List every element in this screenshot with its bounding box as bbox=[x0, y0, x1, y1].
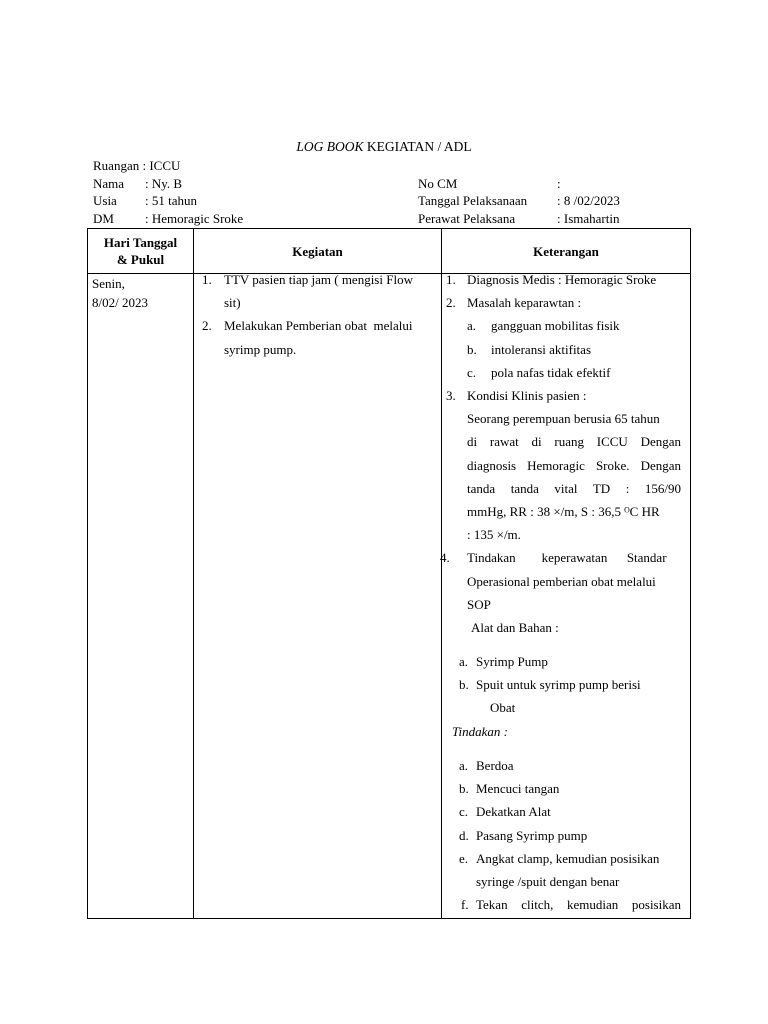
day-cell-content bbox=[88, 274, 193, 918]
ket-alat-a-marker: a. bbox=[459, 654, 469, 669]
keterangan-content bbox=[442, 274, 690, 918]
day-cell bbox=[88, 274, 194, 919]
nama-label: Nama bbox=[93, 175, 125, 191]
kegiatan-item-1: TTV pasien tiap jam ( mengisi Flow bbox=[224, 272, 413, 287]
ket-masalah-b: intoleransi aktifitas bbox=[491, 341, 592, 357]
ket-alat-b: Spuit untuk syrimp pump berisi bbox=[476, 677, 641, 693]
title-rest: KEGIATAN / ADL bbox=[363, 139, 472, 154]
ket-alat-b-cont: Obat bbox=[490, 700, 516, 716]
ket-step-c-marker: c. bbox=[459, 804, 469, 820]
dm-row bbox=[93, 210, 243, 228]
kegiatan-content bbox=[194, 274, 441, 918]
ket-step-d: Pasang Syrimp pump bbox=[476, 827, 588, 843]
kegiatan-num-2: 2. bbox=[202, 318, 212, 334]
header-kegiatan: Kegiatan bbox=[194, 229, 442, 274]
nama-value: : Ny. B bbox=[145, 175, 183, 191]
ket-step-e-marker: e. bbox=[459, 850, 469, 866]
table-header-row bbox=[88, 229, 691, 274]
ket-tindakan-line1: Tindakan keperawatan Standar bbox=[467, 550, 667, 566]
nocm-row bbox=[418, 175, 620, 193]
ket-kondisi-line3: diagnosis Hemoragic Sroke. Dengan bbox=[467, 457, 681, 473]
perawat-value: : Ismahartin bbox=[557, 210, 620, 226]
ket-step-d-marker: d. bbox=[459, 827, 469, 843]
tanggal-row bbox=[418, 192, 620, 210]
ket-num-4: 4. bbox=[440, 550, 450, 566]
ket-alat-b-marker: b. bbox=[459, 677, 469, 693]
ket-step-a: Berdoa bbox=[476, 758, 514, 773]
header-left bbox=[93, 157, 243, 227]
ket-kondisi-line6: : 135 ×/m. bbox=[467, 527, 521, 543]
ket-kondisi-line4: tanda tanda vital TD : 156/90 bbox=[467, 480, 681, 496]
header-hari-line1: Hari Tanggal bbox=[103, 235, 178, 250]
dm-label: DM bbox=[93, 210, 114, 226]
ket-num-1: 1. bbox=[446, 272, 456, 287]
ket-masalah: Masalah keparawtan : bbox=[467, 295, 582, 311]
usia-value: : 51 tahun bbox=[145, 193, 197, 208]
ket-step-a-marker: a. bbox=[459, 758, 469, 773]
header-keterangan: Keterangan bbox=[442, 229, 691, 274]
ket-kondisi-line5: mmHg, RR : 38 ×/m, S : 36,5 ᴼC HR bbox=[467, 504, 660, 519]
kegiatan-cell bbox=[194, 274, 442, 919]
nama-row bbox=[93, 175, 243, 193]
ket-step-f-marker: f. bbox=[461, 897, 469, 913]
ket-masalah-a: gangguan mobilitas fisik bbox=[491, 318, 620, 334]
day-line1: Senin, bbox=[92, 276, 125, 291]
ket-alat-heading: Alat dan Bahan : bbox=[471, 620, 559, 635]
keterangan-cell bbox=[442, 274, 691, 919]
usia-label: Usia bbox=[93, 193, 117, 208]
dm-value: : Hemoragic Sroke bbox=[145, 210, 244, 226]
ruangan: Ruangan : ICCU bbox=[93, 158, 181, 173]
nocm-label: No CM bbox=[418, 175, 458, 191]
header-right bbox=[418, 175, 620, 228]
ket-tindakan-line2: Operasional pemberian obat melalui bbox=[467, 573, 656, 589]
ket-kondisi-line2: di rawat di ruang ICCU Dengan bbox=[467, 434, 681, 450]
ket-masalah-a-marker: a. bbox=[467, 318, 477, 334]
ket-masalah-c-marker: c. bbox=[467, 364, 477, 380]
ket-diagnosis: Diagnosis Medis : Hemoragic Sroke bbox=[467, 272, 657, 287]
perawat-label: Perawat Pelaksana bbox=[418, 210, 516, 226]
table-row bbox=[88, 274, 691, 919]
ket-tindakan-line3: SOP bbox=[467, 596, 491, 612]
perawat-row bbox=[418, 210, 620, 228]
ket-step-b: Mencuci tangan bbox=[476, 781, 560, 797]
kegiatan-item-1-cont: sit) bbox=[224, 295, 241, 311]
day-line2: 8/02/ 2023 bbox=[92, 295, 148, 310]
document-title bbox=[0, 139, 768, 155]
ket-step-c: Dekatkan Alat bbox=[476, 804, 551, 820]
ket-tindakan-heading: Tindakan : bbox=[452, 723, 508, 739]
ket-step-b-marker: b. bbox=[459, 781, 469, 797]
ket-step-e: Angkat clamp, kemudian posisikan bbox=[476, 850, 660, 866]
ket-masalah-b-marker: b. bbox=[467, 341, 477, 357]
nocm-value: : bbox=[557, 175, 561, 191]
tanggal-label: Tanggal Pelaksanaan bbox=[418, 193, 528, 208]
ket-kondisi-line1: Seorang perempuan berusia 65 tahun bbox=[467, 411, 660, 427]
kegiatan-item-2: Melakukan Pemberian obat melalui bbox=[224, 318, 413, 334]
ket-step-f: Tekan clitch, kemudian posisikan bbox=[476, 897, 681, 913]
ket-num-3: 3. bbox=[446, 388, 456, 403]
ket-alat-a: Syrimp Pump bbox=[476, 654, 548, 669]
ket-step-e-cont: syringe /spuit dengan benar bbox=[476, 874, 620, 889]
header-hari-line2: & Pukul bbox=[116, 252, 165, 267]
ket-num-2: 2. bbox=[446, 295, 456, 311]
tanggal-value: : 8 /02/2023 bbox=[557, 193, 620, 208]
title-italic: LOG BOOK bbox=[296, 139, 364, 154]
kegiatan-num-1: 1. bbox=[202, 272, 212, 287]
ket-masalah-c: pola nafas tidak efektif bbox=[491, 364, 611, 380]
log-table bbox=[87, 228, 691, 919]
kegiatan-item-2-cont: syrimp pump. bbox=[224, 341, 297, 357]
usia-row bbox=[93, 192, 243, 210]
header-hari-tanggal bbox=[88, 229, 194, 274]
ket-kondisi: Kondisi Klinis pasien : bbox=[467, 388, 587, 403]
